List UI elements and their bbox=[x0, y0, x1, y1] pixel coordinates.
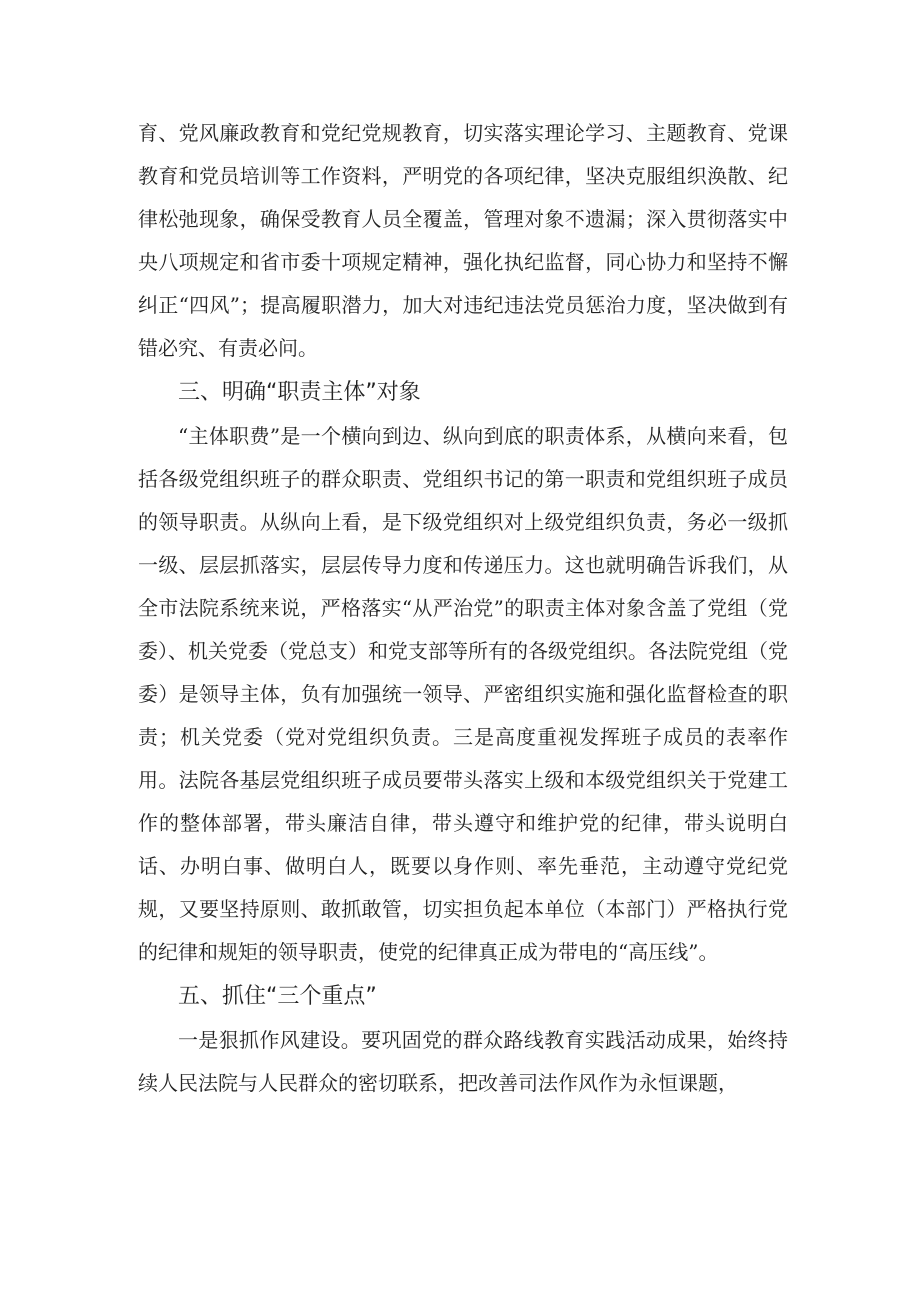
section-five-heading: 五、抓住“三个重点” bbox=[178, 984, 377, 1009]
section-three-heading: 三、明确“职责主体”对象 bbox=[178, 380, 421, 405]
paragraph-continuation: 育、党风廉政教育和党纪党规教育，切实落实理论学习、主题教育、党课教育和党员培训等工作资料，严明党的各项纪律，坚决克服组织涣散、纪律松弛现象，确保受教育人员全覆盖，管理对象不遗漏；深入贯彻落实中央八项规定和省市委十项规定精神，强化执纪监督，同心协力和坚持不懈纠正“四风”；提高履职潜力，加大对违纪违法党员惩治力度，坚决做到有错必究、有责必问。 bbox=[138, 121, 788, 360]
section-three-paragraph: “主体职费”是一个横向到边、纵向到底的职责体系，从横向来看，包括各级党组织班子的群众职责、党组织书记的第一职责和党组织班子成员的领导职责。从纵向上看，是下级党组织对上级党组织负责，务必一级抓一级、层层抓落实，层层传导力度和传递压力。这也就明确告诉我们，从全市法院系统来说，严格落实“从严治党”的职责主体对象含盖了党组（党委）、机关党委（党总支）和党支部等所有的各级党组织。各法院党组（党委）是领导主体，负有加强统一领导、严密组织实施和强化监督检查的职责；机关党委（党对党组织负责。三是高度重视发挥班子成员的表率作用。法院各基层党组织班子成员要带头落实上级和本级党组织关于党建工作的整体部署，带头廉洁自律，带头遵守和维护党的纪律，带头说明白话、办明白事、做明白人，既要以身作则、率先垂范，主动遵守党纪党规，又要坚持原则、敢抓敢管，切实担负起本单位（本部门）严格执行党的纪律和规矩的领导职责，使党的纪律真正成为带电的“高压线”。 bbox=[138, 424, 788, 964]
section-five-paragraph: 一是狠抓作风建设。要巩固党的群众路线教育实践活动成果，始终持续人民法院与人民群众的密切联系，把改善司法作风作为永恒课题， bbox=[138, 1028, 788, 1095]
document-body bbox=[138, 112, 788, 1105]
